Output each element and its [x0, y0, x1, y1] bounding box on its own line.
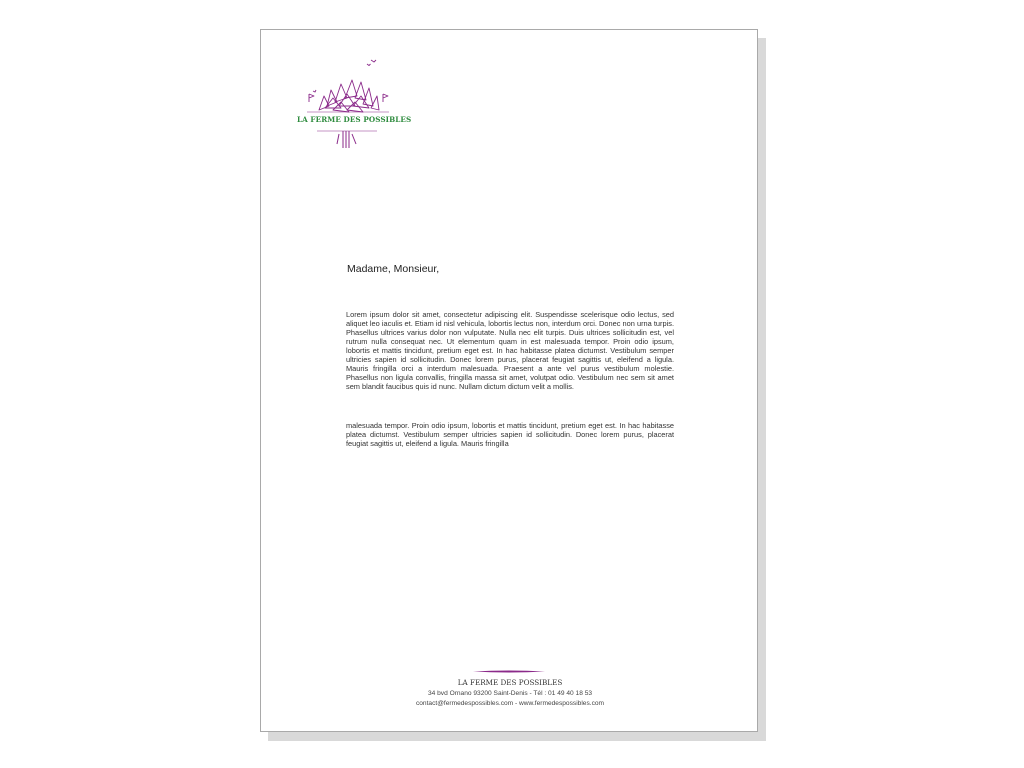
footer-address: 34 bvd Ornano 93200 Saint-Denis - Tél : 01 49 40 18 53: [427, 690, 593, 697]
logo: [297, 58, 412, 154]
letter-paragraph: malesuada tempor. Proin odio ipsum, lobortis et mattis tincidunt, pretium eget est. In hac habitasse platea dictumst. Vestibulum semper ultricies sapien id sollicitudin. Donec lorem purus, placerat feugiat sagittis ut, eleifend a ligula. Mauris fringilla: [346, 421, 674, 449]
letter-salutation: Madame, Monsieur,: [347, 263, 440, 275]
footer-accent-bar: [473, 670, 545, 673]
letter-page: [260, 29, 758, 732]
letter-paragraph: Lorem ipsum dolor sit amet, consectetur adipiscing elit. Suspendisse scelerisque odio lectus, sed aliquet leo iaculis et. Etiam id nisl vehicula, lobortis lectus non, interdum orci. Donec non urna turpis. Phasellus ultrices varius dolor non vulputate. Nulla nec elit turpis. Duis ultrices sollicitudin est, vel rutrum nulla consequat nec. Ut elementum quam in est malesuada tempor. Proin odio ipsum, lobortis et mattis tincidunt, pretium eget est. In hac habitasse platea dictumst. Vestibulum semper ultricies sapien id sollicitudin. Donec lorem purus, placerat feugiat sagittis ut, eleifend a ligula. Mauris fringilla orci a interdum malesuada. Praesent a ante vel purus vestibulum molestie. Phasellus non ligula convallis, fringilla massa sit amet, volutpat odio. Vestibulum nec sem sit amet sem blandit faucibus quis id nunc. Nullam dictum dictum velit a mollis.: [346, 310, 674, 392]
footer-contact: contact@fermedespossibles.com - www.fermedespossibles.com: [415, 700, 605, 707]
artichoke-logo-icon: [297, 58, 412, 154]
footer-company-name: LA FERME DES POSSIBLES: [457, 678, 563, 687]
logo-wordmark: LA FERME DES POSSIBLES: [297, 115, 412, 124]
